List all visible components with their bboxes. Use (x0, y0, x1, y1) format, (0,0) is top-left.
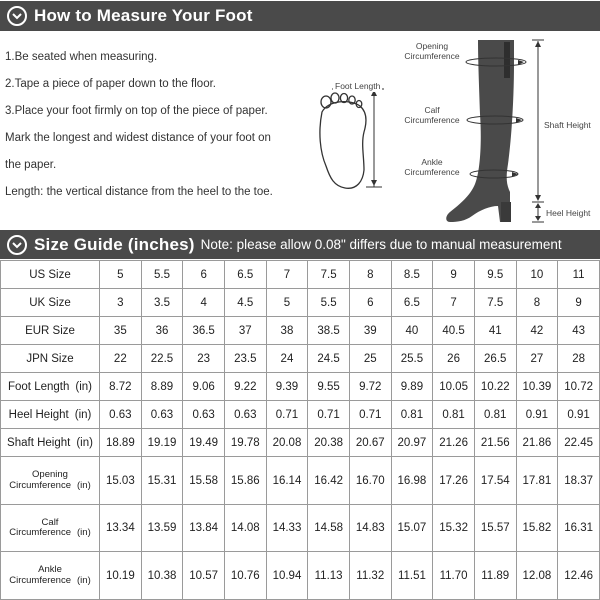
table-cell: 6.5 (224, 261, 266, 289)
table-cell: 39 (349, 317, 391, 345)
row-header-label: US Size (29, 268, 71, 281)
table-cell: 42 (516, 317, 558, 345)
row-header (1, 317, 100, 345)
table-row (1, 504, 600, 552)
row-header-label: JPN Size (26, 352, 74, 365)
table-cell: 7.5 (474, 289, 516, 317)
shaft-height-label: Shaft Height (544, 120, 591, 130)
row-header (1, 552, 100, 600)
instruction-line: 1.Be seated when measuring. (5, 51, 158, 63)
table-cell: 0.71 (308, 401, 350, 429)
table-cell: 14.08 (224, 504, 266, 552)
table-cell: 9.22 (224, 373, 266, 401)
table-cell: 20.38 (308, 429, 350, 457)
row-header-unit: (in) (77, 527, 91, 539)
table-cell: 13.34 (100, 504, 142, 552)
table-cell: 0.81 (433, 401, 475, 429)
table-cell: 0.91 (516, 401, 558, 429)
table-cell: 16.98 (391, 457, 433, 505)
table-cell: 18.89 (100, 429, 142, 457)
opening-circumference-label: Opening Circumference (404, 41, 460, 61)
instruction-line: the paper. (5, 159, 57, 171)
table-cell: 24 (266, 345, 308, 373)
table-cell: 11.13 (308, 552, 350, 600)
chevron-down-icon (7, 6, 27, 26)
table-cell: 21.26 (433, 429, 475, 457)
table-cell: 23 (183, 345, 225, 373)
table-cell: 10.22 (474, 373, 516, 401)
table-cell: 17.26 (433, 457, 475, 505)
table-cell: 17.54 (474, 457, 516, 505)
table-cell: 25 (349, 345, 391, 373)
table-row (1, 552, 600, 600)
table-cell: 20.67 (349, 429, 391, 457)
table-cell: 24.5 (308, 345, 350, 373)
table-cell: 19.19 (141, 429, 183, 457)
table-cell: 23.5 (224, 345, 266, 373)
table-cell: 5 (266, 289, 308, 317)
table-cell: 15.82 (516, 504, 558, 552)
table-cell: 9 (433, 261, 475, 289)
table-cell: 13.84 (183, 504, 225, 552)
table-row (1, 289, 600, 317)
table-cell: 0.71 (349, 401, 391, 429)
table-cell: 12.46 (558, 552, 600, 600)
table-cell: 22.5 (141, 345, 183, 373)
table-cell: 20.97 (391, 429, 433, 457)
row-header-label: Ankle (38, 564, 62, 576)
table-cell: 14.83 (349, 504, 391, 552)
chevron-down-icon (7, 235, 27, 255)
table-cell: 0.63 (224, 401, 266, 429)
size-guide-table (0, 260, 600, 600)
table-cell: 15.31 (141, 457, 183, 505)
foot-length-label: Foot Length (335, 81, 381, 91)
row-header-unit: (in) (75, 380, 92, 393)
table-cell: 36 (141, 317, 183, 345)
row-header-label: Heel Height (8, 408, 69, 421)
table-cell: 12.08 (516, 552, 558, 600)
table-cell: 38.5 (308, 317, 350, 345)
table-cell: 4.5 (224, 289, 266, 317)
section-title: Size Guide (inches) (34, 234, 195, 254)
table-cell: 0.63 (183, 401, 225, 429)
table-cell: 38 (266, 317, 308, 345)
table-cell: 6 (183, 261, 225, 289)
instruction-line: Mark the longest and widest distance of your foot on (5, 132, 271, 144)
ankle-circumference-label: Ankle Circumference (404, 157, 460, 177)
table-row (1, 317, 600, 345)
table-cell: 22.45 (558, 429, 600, 457)
table-cell: 6.5 (391, 289, 433, 317)
measurement-note: Note: please allow 0.08" differs due to manual measurement (200, 237, 562, 252)
table-cell: 9.39 (266, 373, 308, 401)
table-cell: 14.33 (266, 504, 308, 552)
row-header-label: Opening (32, 469, 68, 481)
row-header (1, 401, 100, 429)
table-row (1, 261, 600, 289)
calf-circumference-label: Calf Circumference (404, 105, 460, 125)
table-cell: 21.86 (516, 429, 558, 457)
table-cell: 5.5 (141, 261, 183, 289)
section-title: How to Measure Your Foot (34, 6, 253, 25)
table-cell: 28 (558, 345, 600, 373)
foot-and-boot-illustration (300, 34, 600, 230)
row-header (1, 373, 100, 401)
table-cell: 40 (391, 317, 433, 345)
table-cell: 7 (266, 261, 308, 289)
table-cell: 5 (100, 261, 142, 289)
table-cell: 27 (516, 345, 558, 373)
table-cell: 21.56 (474, 429, 516, 457)
table-cell: 43 (558, 317, 600, 345)
instruction-line: 2.Tape a piece of paper down to the floor. (5, 78, 216, 90)
row-header (1, 345, 100, 373)
table-cell: 18.37 (558, 457, 600, 505)
section-banner-measure (0, 1, 600, 31)
table-cell: 6 (349, 289, 391, 317)
table-cell: 11 (558, 261, 600, 289)
table-cell: 10.19 (100, 552, 142, 600)
table-cell: 11.89 (474, 552, 516, 600)
table-cell: 22 (100, 345, 142, 373)
row-header-unit: (in) (76, 436, 93, 449)
row-header-label: Foot Length (7, 380, 70, 393)
table-cell: 19.49 (183, 429, 225, 457)
table-cell: 5.5 (308, 289, 350, 317)
table-cell: 37 (224, 317, 266, 345)
table-cell: 8.89 (141, 373, 183, 401)
row-header-label: Shaft Height (7, 436, 71, 449)
row-header-unit: (in) (77, 574, 91, 586)
table-cell: 11.70 (433, 552, 475, 600)
measure-instructions (5, 44, 305, 206)
table-cell: 15.07 (391, 504, 433, 552)
table-cell: 10.38 (141, 552, 183, 600)
table-cell: 0.81 (391, 401, 433, 429)
table-cell: 10.39 (516, 373, 558, 401)
table-row (1, 401, 600, 429)
instruction-line: 3.Place your foot firmly on top of the piece of paper. (5, 105, 268, 117)
table-row (1, 457, 600, 505)
table-cell: 9.5 (474, 261, 516, 289)
table-cell: 9.89 (391, 373, 433, 401)
measurement-diagram (300, 34, 600, 230)
table-cell: 13.59 (141, 504, 183, 552)
table-cell: 9.72 (349, 373, 391, 401)
row-header (1, 289, 100, 317)
table-cell: 15.86 (224, 457, 266, 505)
table-cell: 0.81 (474, 401, 516, 429)
row-header (1, 429, 100, 457)
table-cell: 9 (558, 289, 600, 317)
table-cell: 8.5 (391, 261, 433, 289)
table-cell: 9.55 (308, 373, 350, 401)
table-cell: 26 (433, 345, 475, 373)
table-row (1, 429, 600, 457)
table-cell: 25.5 (391, 345, 433, 373)
table-cell: 16.70 (349, 457, 391, 505)
row-header-label: Calf (41, 516, 59, 528)
row-header-label: Circumference (9, 479, 72, 491)
table-cell: 10.72 (558, 373, 600, 401)
table-cell: 15.57 (474, 504, 516, 552)
table-cell: 8 (516, 289, 558, 317)
table-cell: 7.5 (308, 261, 350, 289)
row-header-label: UK Size (29, 296, 71, 309)
table-cell: 3 (100, 289, 142, 317)
heel-height-label: Heel Height (546, 208, 591, 218)
table-cell: 3.5 (141, 289, 183, 317)
table-cell: 11.32 (349, 552, 391, 600)
table-cell: 17.81 (516, 457, 558, 505)
table-cell: 11.51 (391, 552, 433, 600)
section-banner-size-guide (0, 230, 600, 259)
table-cell: 15.58 (183, 457, 225, 505)
table-cell: 15.32 (433, 504, 475, 552)
table-cell: 0.71 (266, 401, 308, 429)
table-cell: 4 (183, 289, 225, 317)
table-cell: 26.5 (474, 345, 516, 373)
table-cell: 16.31 (558, 504, 600, 552)
table-cell: 0.91 (558, 401, 600, 429)
table-cell: 10.94 (266, 552, 308, 600)
table-cell: 40.5 (433, 317, 475, 345)
row-header-label: Circumference (9, 574, 72, 586)
table-cell: 8 (349, 261, 391, 289)
row-header (1, 457, 100, 505)
row-header (1, 504, 100, 552)
table-row (1, 345, 600, 373)
table-cell: 16.14 (266, 457, 308, 505)
table-cell: 0.63 (100, 401, 142, 429)
instruction-line: Length: the vertical distance from the heel to the toe. (5, 186, 273, 198)
table-cell: 8.72 (100, 373, 142, 401)
row-header-unit: (in) (74, 408, 92, 421)
table-cell: 9.06 (183, 373, 225, 401)
table-cell: 10 (516, 261, 558, 289)
row-header-unit: (in) (77, 479, 91, 491)
table-cell: 16.42 (308, 457, 350, 505)
table-cell: 10.57 (183, 552, 225, 600)
table-cell: 14.58 (308, 504, 350, 552)
table-cell: 15.03 (100, 457, 142, 505)
table-cell: 20.08 (266, 429, 308, 457)
table-cell: 10.05 (433, 373, 475, 401)
table-cell: 35 (100, 317, 142, 345)
table-cell: 7 (433, 289, 475, 317)
row-header-label: EUR Size (25, 324, 75, 337)
table-cell: 19.78 (224, 429, 266, 457)
table-row (1, 373, 600, 401)
table-cell: 41 (474, 317, 516, 345)
table-cell: 10.76 (224, 552, 266, 600)
row-header-label: Circumference (9, 527, 72, 539)
table-cell: 36.5 (183, 317, 225, 345)
table-cell: 0.63 (141, 401, 183, 429)
row-header (1, 261, 100, 289)
